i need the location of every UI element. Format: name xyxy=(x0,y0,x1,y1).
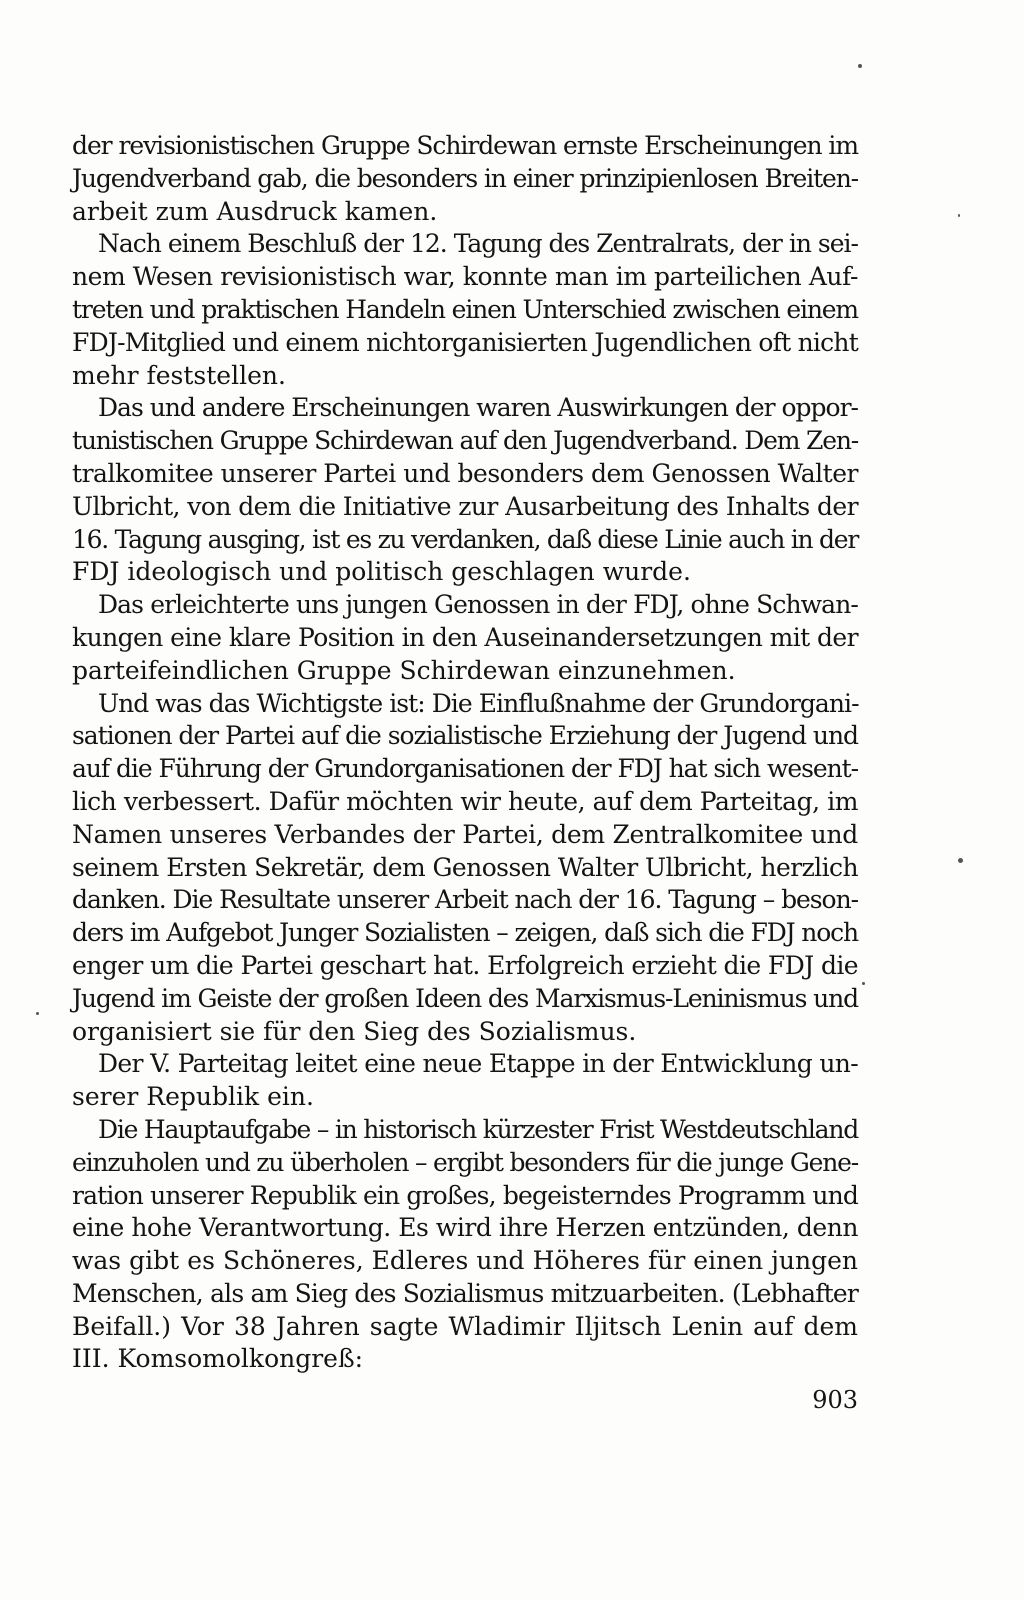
text-line: organisiert sie für den Sieg des Sozialismus. xyxy=(72,1016,637,1046)
text-line: seinem Ersten Sekretär, dem Genossen Walter Ulbricht, herzlich xyxy=(72,852,859,882)
print-speck xyxy=(958,214,960,217)
text-line: kungen eine klare Position in den Auseinandersetzungen mit der xyxy=(72,622,858,652)
print-speck xyxy=(862,982,865,985)
print-speck xyxy=(36,1012,39,1015)
text-line: 16. Tagung ausging, ist es zu verdanken, daß diese Linie auch in der xyxy=(72,524,859,554)
text-line: enger um die Partei geschart hat. Erfolgreich erzieht die FDJ die xyxy=(72,950,858,980)
text-line: Der V. Parteitag leitet eine neue Etappe in der Entwicklung un- xyxy=(98,1049,859,1079)
text-line: Das und andere Erscheinungen waren Auswirkungen der oppor- xyxy=(98,393,858,423)
text-line: parteifeindlichen Gruppe Schirdewan einzunehmen. xyxy=(72,655,736,685)
text-line: Jugendverband gab, die besonders in einer prinzipienlosen Breiten- xyxy=(72,163,859,193)
text-line: Namen unseres Verbandes der Partei, dem Zentralkomitee und xyxy=(72,819,859,849)
text-line: Beifall.) Vor 38 Jahren sagte Wladimir Iljitsch Lenin auf dem xyxy=(72,1311,858,1341)
body-text xyxy=(72,130,858,1376)
text-line: Das erleichterte uns jungen Genossen in der FDJ, ohne Schwan- xyxy=(98,590,858,620)
text-line: auf die Führung der Grundorganisationen der FDJ hat sich wesent- xyxy=(72,754,859,784)
text-line: ration unserer Republik ein großes, begeisterndes Programm und xyxy=(72,1180,858,1210)
text-line: III. Komsomolkongreß: xyxy=(72,1344,364,1374)
text-line: tralkomitee unserer Partei und besonders dem Genossen Walter xyxy=(72,458,858,488)
text-line: FDJ ideologisch und politisch geschlagen wurde. xyxy=(72,557,691,587)
text-line: treten und praktischen Handeln einen Unterschied zwischen einem xyxy=(72,294,858,324)
text-line: Nach einem Beschluß der 12. Tagung des Zentralrats, der in sei- xyxy=(98,229,859,259)
print-speck xyxy=(858,64,862,68)
text-line: Und was das Wichtigste ist: Die Einflußnahme der Grundorgani- xyxy=(98,688,859,718)
text-line: tunistischen Gruppe Schirdewan auf den Jugendverband. Dem Zen- xyxy=(72,426,859,456)
text-line: eine hohe Verantwortung. Es wird ihre Herzen entzünden, denn xyxy=(72,1213,858,1243)
text-line: einzuholen und zu überholen – ergibt besonders für die junge Gene- xyxy=(72,1147,858,1177)
text-line: Jugend im Geiste der großen Ideen des Marxismus-Leninismus und xyxy=(72,983,858,1013)
text-line: mehr feststellen. xyxy=(72,360,286,390)
text-line: der revisionistischen Gruppe Schirdewan ernste Erscheinungen im xyxy=(72,131,858,160)
text-line: FDJ-Mitglied und einem nichtorganisierten Jugendlichen oft nicht xyxy=(72,327,858,357)
text-line: nem Wesen revisionistisch war, konnte man im parteilichen Auf- xyxy=(72,262,858,292)
text-line: Ulbricht, von dem die Initiative zur Ausarbeitung des Inhalts der xyxy=(72,491,858,521)
text-line: ders im Aufgebot Junger Sozialisten – zeigen, daß sich die FDJ noch xyxy=(72,918,858,948)
page-number: 903 xyxy=(812,1386,858,1414)
text-line: Menschen, als am Sieg des Sozialismus mitzuarbeiten. (Lebhafter xyxy=(72,1278,858,1308)
text-line: serer Republik ein. xyxy=(72,1082,314,1112)
text-line: sationen der Partei auf die sozialistische Erziehung der Jugend und xyxy=(72,721,858,751)
text-line: arbeit zum Ausdruck kamen. xyxy=(72,196,438,226)
text-line: was gibt es Schöneres, Edleres und Höheres für einen jungen xyxy=(72,1246,858,1276)
text-line: lich verbessert. Dafür möchten wir heute, auf dem Parteitag, im xyxy=(72,786,859,816)
text-line: Die Hauptaufgabe – in historisch kürzester Frist Westdeutschland xyxy=(98,1114,859,1144)
print-speck xyxy=(958,858,963,863)
text-line: danken. Die Resultate unserer Arbeit nach der 16. Tagung – beson- xyxy=(72,885,859,915)
